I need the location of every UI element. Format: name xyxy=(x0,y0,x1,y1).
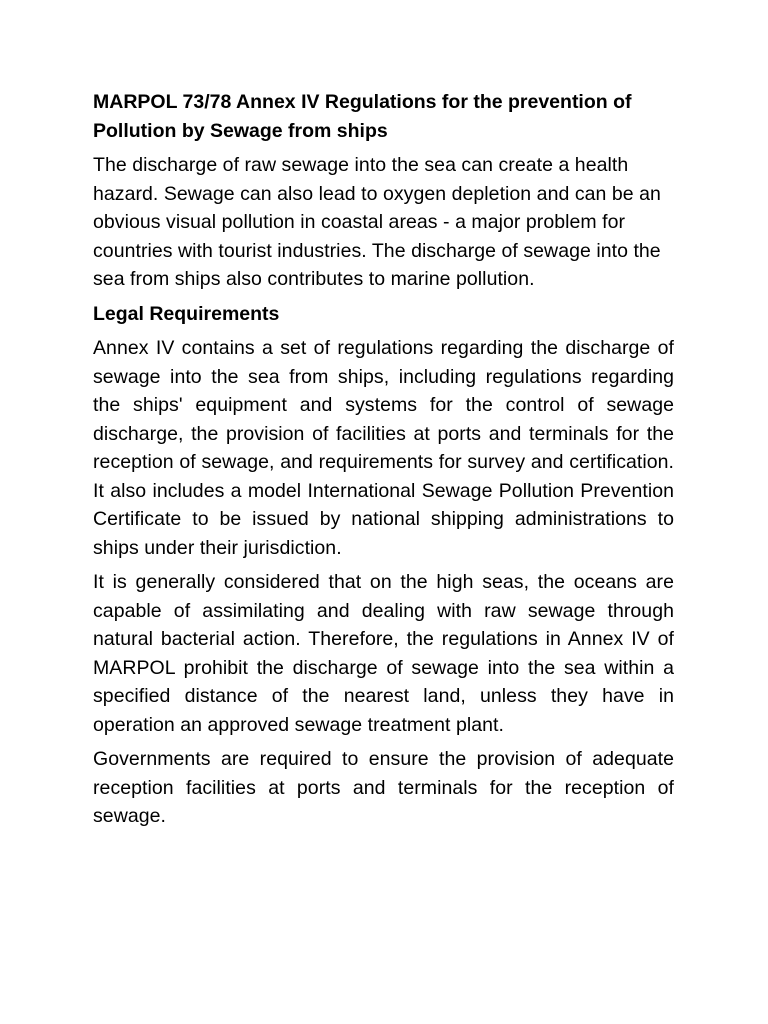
document-content xyxy=(93,88,674,837)
document-title: MARPOL 73/78 Annex IV Regulations for the prevention of Pollution by Sewage from ships xyxy=(93,91,632,142)
paragraph-high-seas: It is generally considered that on the high seas, the oceans are capable of assimilating and dealing with raw sewage through natural bacterial action. Therefore, the regulations in Annex IV of MARPOL prohibit the discharge of sewage into the sea within a specified distance of the nearest land, unless they have in operation an approved sewage treatment plant. xyxy=(93,571,674,736)
paragraph-annex-iv-contents: Annex IV contains a set of regulations regarding the discharge of sewage into the sea from ships, including regulations regarding the ships' equipment and systems for the control of sewage discharge, the provision of facilities at ports and terminals for the reception of sewage, and requirements for survey and certification. It also includes a model International Sewage Pollution Prevention Certificate to be issued by national shipping administrations to ships under their jurisdiction. xyxy=(93,337,674,559)
paragraph-reception-facilities: Governments are required to ensure the provision of adequate reception facilities at ports and terminals for the reception of sewage. xyxy=(93,748,674,827)
section-heading-legal-requirements: Legal Requirements xyxy=(93,302,280,325)
intro-paragraph: The discharge of raw sewage into the sea can create a health hazard. Sewage can also lead to oxygen depletion and can be an obvious visual pollution in coastal areas - a major problem for countries with tourist industries. The discharge of sewage into the sea from ships also contributes to marine pollution. xyxy=(93,154,661,290)
